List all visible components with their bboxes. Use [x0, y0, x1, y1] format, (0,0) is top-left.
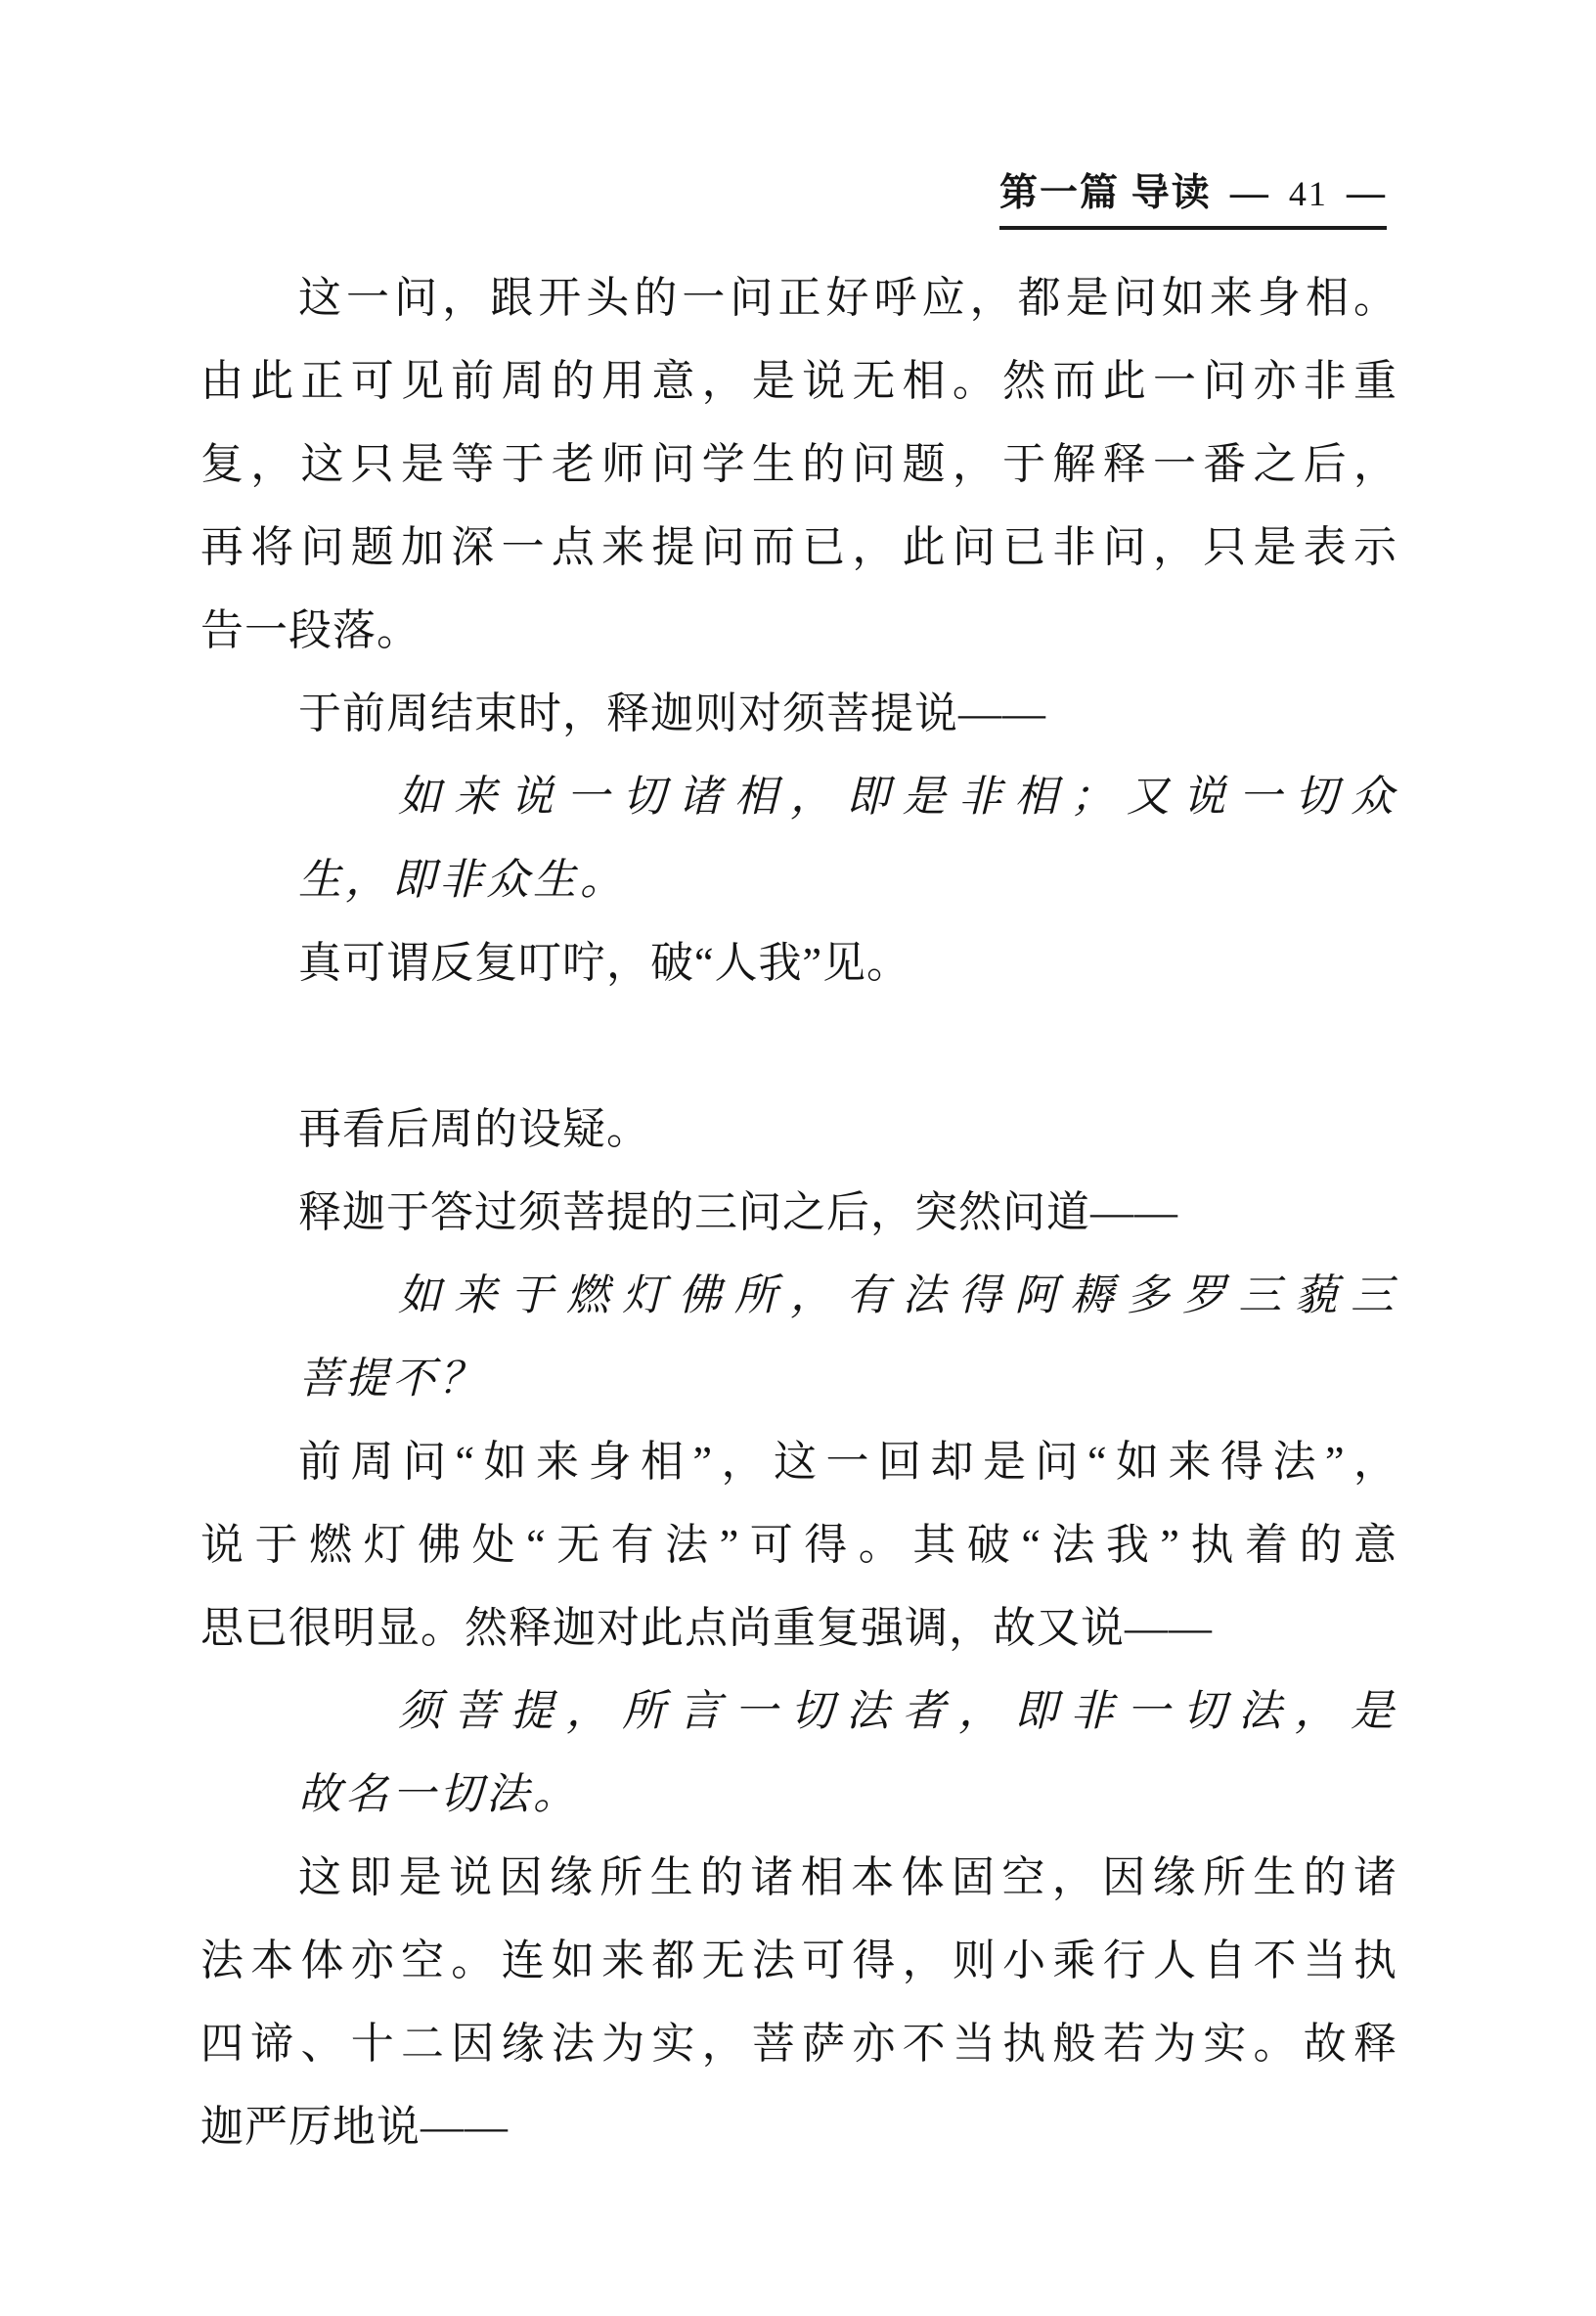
text-line: 四谛、十二因缘法为实，菩萨亦不当执般若为实。故释 [200, 2020, 1397, 2068]
text-line: 迦严厉地说—— [200, 2103, 509, 2151]
text-line: 如来于燃灯佛所，有法得阿耨多罗三藐三 [398, 1271, 1397, 1319]
text-line: 这即是说因缘所生的诸相本体固空，因缘所生的诸 [298, 1853, 1397, 1901]
text-line: 于前周结束时，释迦则对须菩提说—— [298, 690, 1046, 737]
header-dash-right: — [1347, 172, 1387, 214]
text-body [200, 256, 1397, 2168]
text-line: 故名一切法。 [298, 1770, 580, 1818]
header-section-title: 第一篇 导读 [999, 172, 1212, 214]
text-line: 法本体亦空。连如来都无法可得，则小乘行人自不当执 [200, 1937, 1397, 1984]
text-line: 这一问，跟开头的一问正好呼应，都是问如来身相。 [298, 274, 1397, 322]
text-line: 前周问“如来身相”，这一回却是问“如来得法”， [298, 1438, 1397, 1486]
header-dash-left: — [1229, 172, 1270, 214]
text-line: 真可谓反复叮咛，破“人我”见。 [298, 939, 911, 987]
text-line: 须菩提，所言一切法者，即非一切法，是 [398, 1687, 1397, 1735]
text-line: 说于燃灯佛处“无有法”可得。其破“法我”执着的意 [200, 1521, 1397, 1569]
text-line: 复，这只是等于老师问学生的问题，于解释一番之后， [200, 440, 1397, 488]
text-line: 告一段落。 [200, 606, 421, 654]
header-page-number: 41 [1288, 174, 1328, 213]
text-line: 思已很明显。然释迦对此点尚重复强调，故又说—— [200, 1604, 1213, 1652]
blank-line [200, 1004, 1397, 1088]
text-line: 再看后周的设疑。 [298, 1105, 650, 1153]
text-line: 释迦于答过须菩提的三问之后，突然问道—— [298, 1188, 1178, 1236]
running-header [999, 162, 1387, 230]
text-line: 生，即非众生。 [298, 856, 627, 904]
text-line: 如来说一切诸相，即是非相；又说一切众 [398, 773, 1397, 821]
text-line: 由此正可见前周的用意，是说无相。然而此一问亦非重 [200, 357, 1397, 405]
text-line: 菩提不？ [298, 1355, 486, 1403]
text-line: 再将问题加深一点来提问而已，此问已非问，只是表示 [200, 523, 1397, 571]
